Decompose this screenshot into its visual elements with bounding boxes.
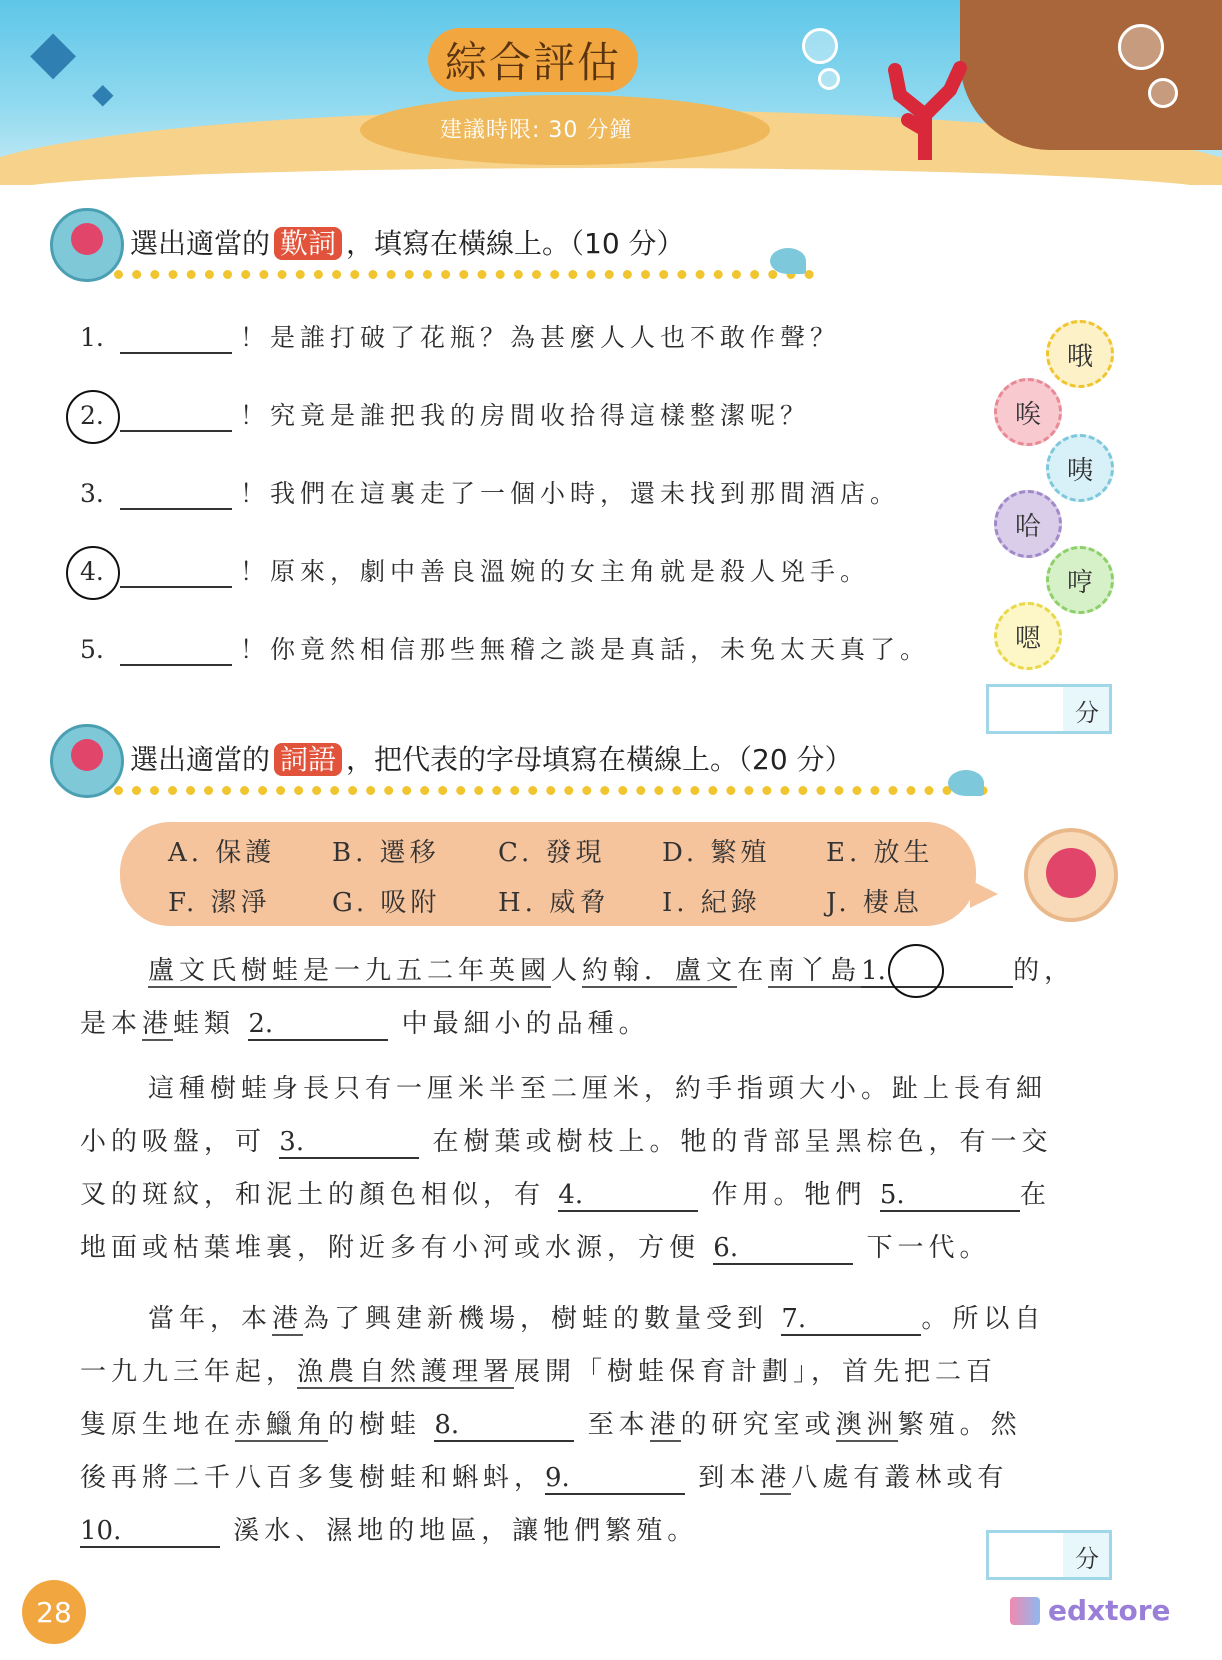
text-run: 的樹蛙 [328,1410,422,1440]
section1-prefix: 選出適當的 [130,227,271,260]
passage-line [80,1404,1120,1457]
text-run: 中最細小的品種。 [401,1009,650,1039]
answer-blank[interactable]: 2. [248,1009,388,1041]
page-number: 28 [22,1580,86,1644]
handwritten-circle [66,546,120,600]
text-run: 作用。牠們 [711,1180,867,1210]
option-item: A. 保護 [168,838,276,868]
passage-line [80,1227,1120,1280]
section1-heading [50,208,950,288]
word-bank-word: 咦 [1066,455,1093,486]
question-text: ！你竟然相信那些無稽之談是真話，未免太天真了。 [240,635,931,664]
shell-icon [770,248,806,274]
text-run: 在 [1019,1180,1051,1210]
section1-score-box [986,684,1112,734]
text-run: 展開「樹蛙保育計劃」，首先把二百 [514,1357,998,1387]
text-run: 地面或枯葉堆裏，附近多有小河或水源，方便 [80,1233,701,1263]
section2-title [130,738,853,778]
text-run: 港 [142,1009,174,1039]
section2-tag: 詞語 [274,743,342,776]
section2-score-box [986,1530,1112,1580]
handwritten-circle [66,390,120,444]
bubble-icon [1148,78,1178,108]
question-number: 5. [80,635,104,664]
text-run: 一九九三年起， [80,1357,298,1387]
shell-icon [948,770,984,796]
answer-blank[interactable] [120,640,232,666]
text-run: 蛙類 [173,1009,236,1039]
question-3 [80,474,900,510]
section1-title [130,222,685,262]
option-item: E. 放生 [826,838,934,868]
text-run: 叉的斑紋，和泥土的顏色相似，有 [80,1180,546,1210]
score-input[interactable] [989,1533,1063,1577]
word-bank-word: 唉 [1014,399,1041,430]
word-bank-word: 哦 [1066,341,1093,372]
option-item: D. 繁殖 [662,838,771,868]
passage-paragraph-3 [80,1298,1120,1563]
time-limit: 建議時限: 30 分鐘 [440,118,633,143]
text-run: 八處有叢林或有 [791,1463,1009,1493]
logo-text: edxtore [1048,1594,1171,1627]
text-run: 約翰．盧文 [582,956,738,986]
question-number: 1. [80,323,104,352]
handwritten-circle [888,944,944,998]
question-text: ！究竟是誰把我的房間收拾得這樣整潔呢？ [240,401,811,430]
option-item: G. 吸附 [332,888,441,918]
header-banner [0,0,1222,185]
question-number: 3. [80,479,104,508]
question-text: ！原來，劇中善良溫婉的女主角就是殺人兇手。 [240,557,871,586]
answer-blank[interactable]: 10. [80,1516,220,1548]
text-run: 英國 [489,956,552,986]
dotted-divider [114,270,814,279]
section2-heading [50,724,950,804]
question-number: 4. [80,557,104,586]
section1-suffix: ，填寫在橫線上。（10 分） [346,227,685,260]
answer-blank[interactable]: 1. [861,956,1013,988]
answer-blank[interactable] [120,562,232,588]
answer-blank[interactable]: 4. [558,1180,698,1212]
question-text: ！是誰打破了花瓶？為甚麼人人也不敢作聲？ [240,323,841,352]
page-title: 綜合評估 [444,38,621,87]
text-run: 到本 [698,1463,761,1493]
text-run: 是本 [80,1009,143,1039]
question-4 [80,552,870,588]
coral-icon [880,60,970,160]
passage-paragraph-2 [80,1068,1120,1280]
passage-line [80,1351,1120,1404]
text-run: 赤鱲角 [235,1410,329,1440]
logo-icon [1010,1597,1040,1625]
answer-blank[interactable]: 5. [880,1180,1020,1212]
passage-paragraph-1 [80,950,1120,1056]
word-bubble [1046,546,1114,614]
answer-blank[interactable] [120,328,232,354]
text-run: 港 [649,1410,681,1440]
text-run: 港 [760,1463,792,1493]
option-item: B. 遷移 [332,838,440,868]
options-panel [120,822,976,926]
answer-blank[interactable]: 7. [781,1304,921,1336]
score-label: 分 [1075,699,1099,727]
passage-line [80,1298,1120,1351]
score-input[interactable] [989,687,1063,731]
title-plate [428,28,638,92]
answer-blank[interactable]: 3. [279,1127,419,1159]
text-run: 港 [272,1304,304,1334]
text-run: 後再將二千八百多隻樹蛙和蝌蚪， [80,1463,546,1493]
answer-blank[interactable]: 9. [545,1463,685,1495]
question-number: 2. [80,401,104,430]
section1-tag: 歎詞 [274,227,342,260]
word-bubble [994,602,1062,670]
bubble-icon [1118,24,1164,70]
question-text: ！我們在這裏走了一個小時，還未找到那間酒店。 [240,479,901,508]
section2-prefix: 選出適當的 [130,743,271,776]
question-5 [80,630,930,666]
section2-suffix: ，把代表的字母填寫在橫線上。（20 分） [346,743,853,776]
mascot-icon [50,724,124,798]
word-bank-word: 嗯 [1014,623,1041,654]
word-bank-word: 哈 [1014,511,1041,542]
passage-line [80,1121,1120,1174]
option-item: I. 紀錄 [662,888,761,918]
edxtore-logo [1010,1594,1171,1627]
text-run: 為了興建新機場，樹蛙的數量受到 [303,1304,769,1334]
text-run: 。所以自 [921,1304,1046,1334]
score-label: 分 [1075,1545,1099,1573]
answer-blank[interactable]: 8. [434,1410,574,1442]
passage-line [80,1457,1120,1510]
passage-line [80,1174,1120,1227]
passage-line [80,1003,1120,1056]
text-run: 的， [1013,956,1076,986]
passage-line: 這種樹蛙身長只有一厘米半至二厘米，約手指頭大小。趾上長有細 [148,1074,1048,1104]
text-run: 漁農自然護理署 [297,1357,515,1387]
text-run: 至本 [587,1410,650,1440]
question-1 [80,318,840,354]
text-run: 隻原生地在 [80,1410,236,1440]
passage-line [80,950,1120,1003]
text-run: 在 [737,956,769,986]
text-run: 盧文氏樹蛙是一九五二年 [148,956,490,986]
text-run: 澳洲 [835,1410,898,1440]
word-bubble [994,490,1062,558]
text-run: 溪水、濕地的地區，讓牠們繁殖。 [233,1516,699,1546]
bird-mascot-icon [1024,828,1118,922]
text-run: 的研究室或 [680,1410,836,1440]
answer-blank[interactable] [120,484,232,510]
bubble-icon [802,28,838,64]
answer-blank[interactable]: 6. [713,1233,853,1265]
word-bubble [1046,434,1114,502]
small-fish-icon: ◆ [92,77,114,110]
dotted-divider [114,786,988,795]
text-run: 在樹葉或樹枝上。牠的背部呈黑棕色，有一交 [432,1127,1053,1157]
text-run: 下一代。 [866,1233,991,1263]
fish-icon: ◆ [30,17,77,87]
option-item: J. 棲息 [826,888,923,918]
question-2 [80,396,810,432]
option-item: F. 潔淨 [168,888,271,918]
text-run: 繁殖。然 [897,1410,1022,1440]
word-bubble [994,378,1062,446]
text-run: 當年，本 [148,1304,273,1334]
passage-line [80,1510,1120,1563]
mascot-icon [50,208,124,282]
bubble-icon [818,68,840,90]
shipwreck-decoration [960,0,1222,150]
word-bank-word: 哼 [1066,567,1093,598]
option-item: C. 發現 [498,838,606,868]
text-run: 人 [551,956,583,986]
answer-blank[interactable] [120,406,232,432]
text-run: 南丫島 [768,956,862,986]
text-run: 小的吸盤，可 [80,1127,267,1157]
word-bubble [1046,320,1114,388]
option-item: H. 威脅 [498,888,610,918]
